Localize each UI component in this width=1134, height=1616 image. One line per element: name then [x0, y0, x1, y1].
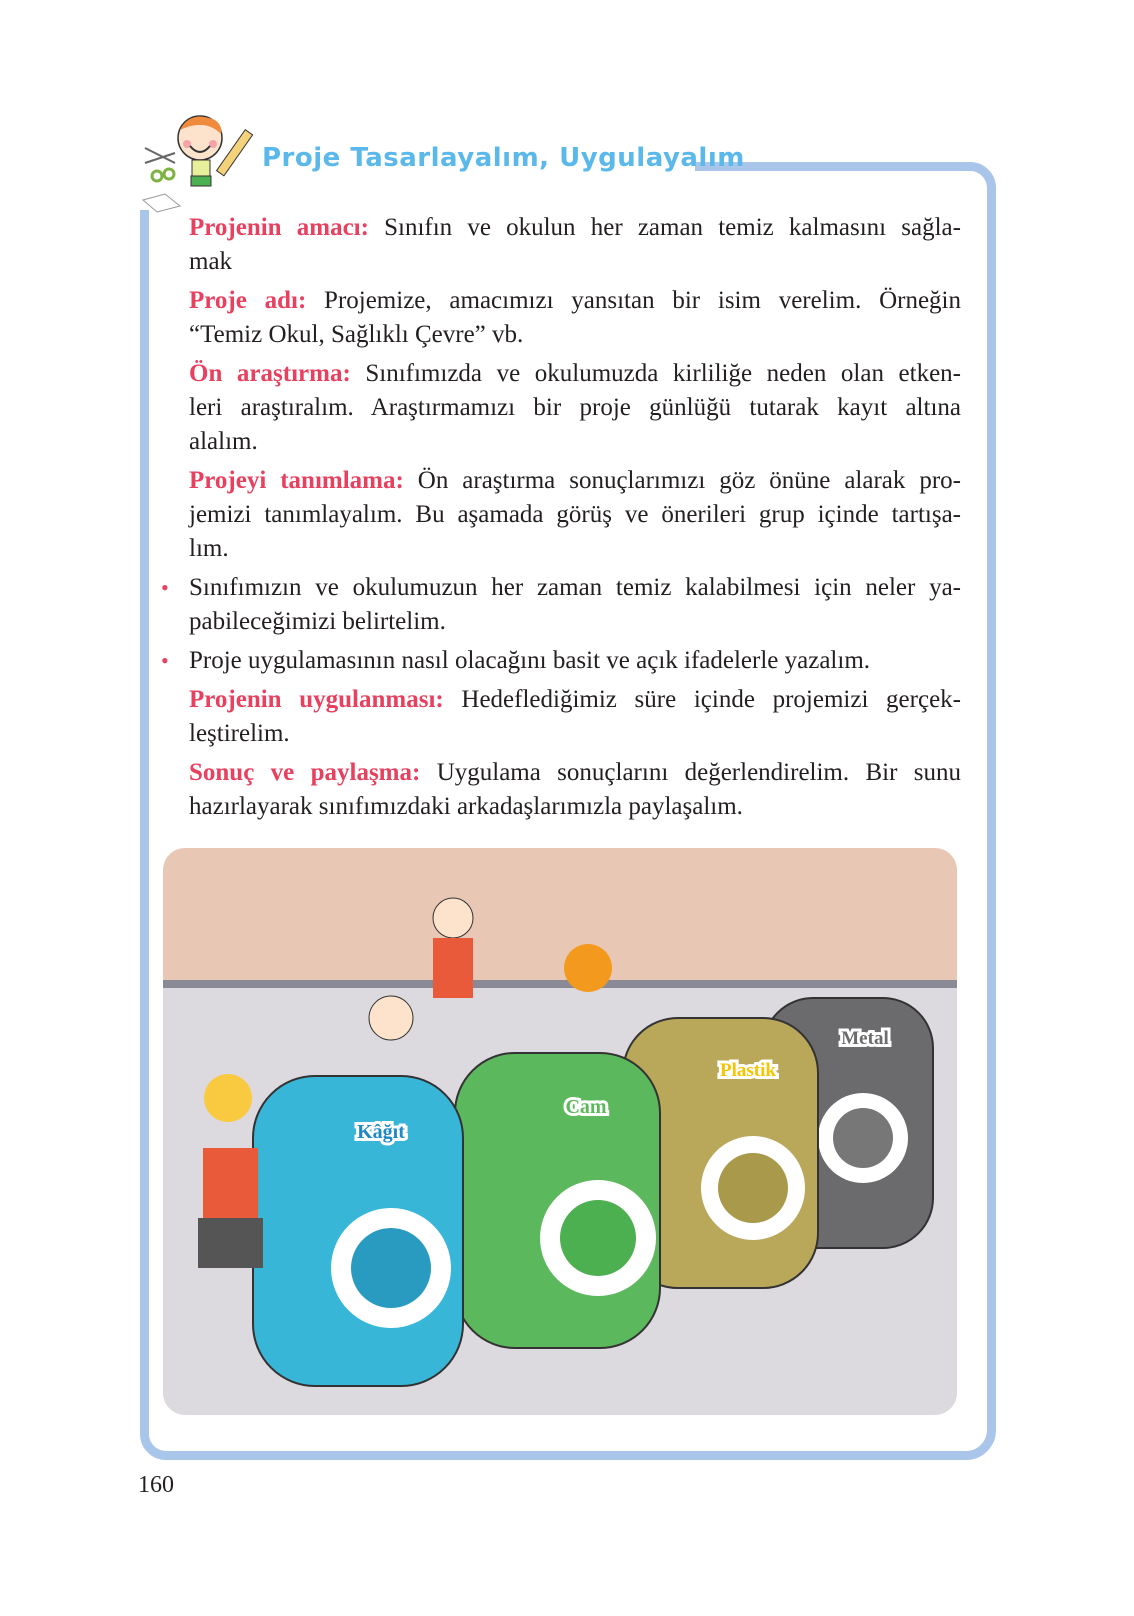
- paragraph: [189, 464, 961, 566]
- line-text: Projemize, amacımızı yansıtan bir isim verelim. Örneğin: [306, 287, 961, 314]
- text-line: [189, 425, 961, 459]
- text-line: [189, 284, 961, 318]
- line-text: leştirelim.: [189, 720, 290, 747]
- text-line: [189, 498, 961, 532]
- glass-bin: [455, 1053, 660, 1348]
- bullet-item: [161, 644, 961, 678]
- text-line: [189, 683, 961, 717]
- paragraph: [189, 756, 961, 824]
- line-text: Hedeflediğimiz süre içinde projemizi gerçek-: [443, 686, 961, 713]
- line-text: mak: [189, 248, 233, 275]
- line-text: hazırlayarak sınıfımızdaki arkadaşlarımızla paylaşalım.: [189, 793, 743, 820]
- page-number: 160: [138, 1472, 174, 1498]
- line-text: jemizi tanımlayalım. Bu aşamada görüş ve önerileri grup içinde tartışa-: [189, 501, 961, 528]
- text-line: [189, 790, 961, 824]
- line-text: Proje uygulamasının nasıl olacağını basit ve açık ifadelerle yazalım.: [189, 647, 871, 674]
- paragraph: [189, 211, 961, 279]
- paragraph-label: Sonuç ve paylaşma:: [189, 759, 421, 786]
- text-line: [189, 644, 961, 678]
- section-title: Proje Tasarlayalım, Uygulayalım: [262, 143, 745, 173]
- text-line: [189, 532, 961, 566]
- instructions-text: [161, 211, 961, 829]
- text-line: [189, 211, 961, 245]
- line-text: alalım.: [189, 428, 258, 455]
- paper-bin: [253, 1076, 463, 1386]
- bin-label-metal: Metal: [841, 1028, 889, 1049]
- text-line: [189, 605, 961, 639]
- bullet-icon: •: [161, 575, 169, 600]
- paragraph: [189, 683, 961, 751]
- bin-label-plastic: Plastik: [720, 1060, 776, 1081]
- paragraph-label: Projeyi tanımlama:: [189, 467, 404, 494]
- line-text: Ön araştırma sonuçlarımızı göz önüne alarak pro-: [403, 467, 961, 494]
- paragraph-label: Proje adı:: [189, 287, 307, 314]
- line-text: Sınıfımızın ve okulumuzun her zaman temiz kalabilmesi için neler ya-: [189, 574, 961, 601]
- line-text: leri araştıralım. Araştırmamızı bir proje günlüğü tutarak kayıt altına: [189, 394, 961, 421]
- paragraph-label: Projenin amacı:: [189, 214, 369, 241]
- line-text: Sınıfın ve okulun her zaman temiz kalmasını sağla-: [368, 214, 961, 241]
- line-text: pabileceğimizi belirtelim.: [189, 608, 446, 635]
- mascot-child-illustration: [135, 108, 260, 213]
- recycling-bins-illustration: [163, 848, 957, 1415]
- line-text: Uygulama sonuçlarını değerlendirelim. Bir sunu: [420, 759, 961, 786]
- bin-label-glass: Cam: [565, 1096, 607, 1118]
- text-line: [189, 357, 961, 391]
- line-text: “Temiz Okul, Sağlıklı Çevre” vb.: [189, 321, 524, 348]
- text-line: [189, 464, 961, 498]
- paragraph-label: Projenin uygulanması:: [189, 686, 444, 713]
- text-line: [189, 756, 961, 790]
- text-line: [189, 391, 961, 425]
- text-line: [189, 717, 961, 751]
- text-line: [189, 571, 961, 605]
- paragraph: [189, 284, 961, 352]
- paragraph-label: Ön araştırma:: [189, 360, 351, 387]
- bullet-item: [161, 571, 961, 639]
- bin-label-paper: Kâğıt: [357, 1121, 405, 1143]
- bullet-icon: •: [161, 648, 169, 673]
- line-text: Sınıfımızda ve okulumuzda kirliliğe neden olan etken-: [350, 360, 961, 387]
- paragraph: [189, 357, 961, 459]
- line-text: lım.: [189, 535, 229, 562]
- text-line: [189, 245, 961, 279]
- text-line: [189, 318, 961, 352]
